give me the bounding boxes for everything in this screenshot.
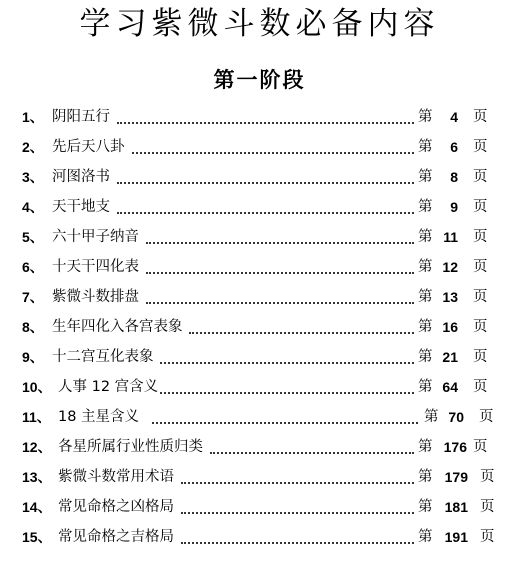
entry-title: 生年四化入各宫表象 [52, 319, 183, 335]
leader-dots [189, 332, 414, 334]
entry-ye: 页 [473, 139, 488, 155]
entry-page: 191 [444, 529, 468, 545]
entry-di: 第 [418, 349, 433, 365]
entry-number: 8、 [22, 319, 44, 335]
entry-page: 176 [443, 439, 467, 455]
toc-entry-10 [0, 372, 519, 402]
entry-number: 7、 [22, 289, 44, 305]
entry-page: 8 [450, 169, 458, 185]
toc-entry-8 [0, 312, 519, 342]
entry-page: 12 [442, 259, 458, 275]
entry-di: 第 [418, 109, 433, 125]
leader-dots [117, 182, 414, 184]
leader-dots [117, 122, 414, 124]
entry-di: 第 [418, 139, 433, 155]
entry-di: 第 [418, 469, 433, 485]
leader-dots [181, 482, 414, 484]
toc-entry-1 [0, 102, 519, 132]
toc-entry-3 [0, 162, 519, 192]
entry-number: 1、 [22, 109, 44, 125]
leader-dots [181, 542, 414, 544]
toc-entry-12 [0, 432, 519, 462]
entry-di: 第 [418, 229, 433, 245]
entry-page: 70 [448, 409, 464, 425]
leader-dots [181, 512, 414, 514]
entry-title: 紫微斗数常用术语 [58, 469, 174, 485]
entry-number: 2、 [22, 139, 44, 155]
toc-entry-15 [0, 522, 519, 552]
entry-ye: 页 [473, 109, 488, 125]
entry-number: 14、 [22, 499, 52, 515]
leader-dots [152, 422, 418, 424]
entry-di: 第 [418, 379, 433, 395]
entry-ye: 页 [473, 199, 488, 215]
entry-ye: 页 [480, 499, 495, 515]
entry-ye: 页 [473, 259, 488, 275]
entry-di: 第 [418, 319, 433, 335]
toc-entry-7 [0, 282, 519, 312]
entry-di: 第 [418, 499, 433, 515]
entry-ye: 页 [480, 529, 495, 545]
entry-page: 21 [442, 349, 458, 365]
entry-number: 9、 [22, 349, 44, 365]
entry-title: 各星所属行业性质归类 [58, 439, 203, 455]
leader-dots [146, 272, 414, 274]
toc-entry-4 [0, 192, 519, 222]
entry-number: 4、 [22, 199, 44, 215]
entry-page: 6 [450, 139, 458, 155]
toc-entry-9 [0, 342, 519, 372]
entry-di: 第 [418, 439, 433, 455]
entry-title: 六十甲子纳音 [52, 229, 139, 245]
entry-ye: 页 [473, 229, 488, 245]
entry-di: 第 [424, 409, 439, 425]
entry-title: 河图洛书 [52, 169, 110, 185]
entry-number: 5、 [22, 229, 44, 245]
entry-di: 第 [418, 289, 433, 305]
entry-title: 人事 12 宫含义 [58, 379, 159, 395]
leader-dots [117, 212, 414, 214]
entry-number: 6、 [22, 259, 44, 275]
leader-dots [146, 242, 414, 244]
toc-entry-13 [0, 462, 519, 492]
entry-page: 179 [444, 469, 468, 485]
entry-number: 11、 [22, 409, 51, 425]
toc-entry-5 [0, 222, 519, 252]
entry-page: 16 [442, 319, 458, 335]
section-title: 第一阶段 [213, 67, 306, 92]
entry-number: 13、 [22, 469, 52, 485]
entry-page: 64 [442, 379, 458, 395]
entry-page: 13 [442, 289, 458, 305]
entry-di: 第 [418, 169, 433, 185]
entry-title: 天干地支 [52, 199, 110, 215]
entry-title: 十天干四化表 [52, 259, 139, 275]
entry-ye: 页 [473, 379, 488, 395]
leader-dots [160, 362, 414, 364]
entry-title: 阴阳五行 [52, 109, 110, 125]
toc-entry-6 [0, 252, 519, 282]
entry-title: 紫微斗数排盘 [52, 289, 139, 305]
entry-number: 15、 [22, 529, 52, 545]
entry-title: 常见命格之吉格局 [58, 529, 174, 545]
entry-page: 4 [450, 109, 458, 125]
entry-ye: 页 [473, 319, 488, 335]
toc-entry-11 [0, 402, 519, 432]
entry-di: 第 [418, 259, 433, 275]
entry-number: 10、 [22, 379, 52, 395]
leader-dots [210, 452, 414, 454]
toc-entry-14 [0, 492, 519, 522]
entry-ye: 页 [473, 289, 488, 305]
entry-ye: 页 [480, 469, 495, 485]
toc-entry-2 [0, 132, 519, 162]
entry-title: 常见命格之凶格局 [58, 499, 174, 515]
leader-dots [146, 302, 414, 304]
entry-title: 先后天八卦 [52, 139, 125, 155]
entry-ye: 页 [473, 349, 488, 365]
entry-di: 第 [418, 529, 433, 545]
entry-number: 3、 [22, 169, 44, 185]
table-of-contents [0, 102, 519, 552]
entry-di: 第 [418, 199, 433, 215]
entry-title: 18 主星含义 [58, 409, 140, 425]
entry-page: 9 [450, 199, 458, 215]
entry-page: 181 [444, 499, 468, 515]
entry-ye: 页 [473, 439, 488, 455]
entry-number: 12、 [22, 439, 52, 455]
leader-dots [132, 152, 414, 154]
entry-ye: 页 [473, 169, 488, 185]
entry-page: 11 [443, 229, 458, 245]
entry-title: 十二宫互化表象 [52, 349, 154, 365]
leader-dots [160, 392, 414, 394]
document-title: 学习紫微斗数必备内容 [79, 6, 440, 42]
entry-ye: 页 [479, 409, 494, 425]
